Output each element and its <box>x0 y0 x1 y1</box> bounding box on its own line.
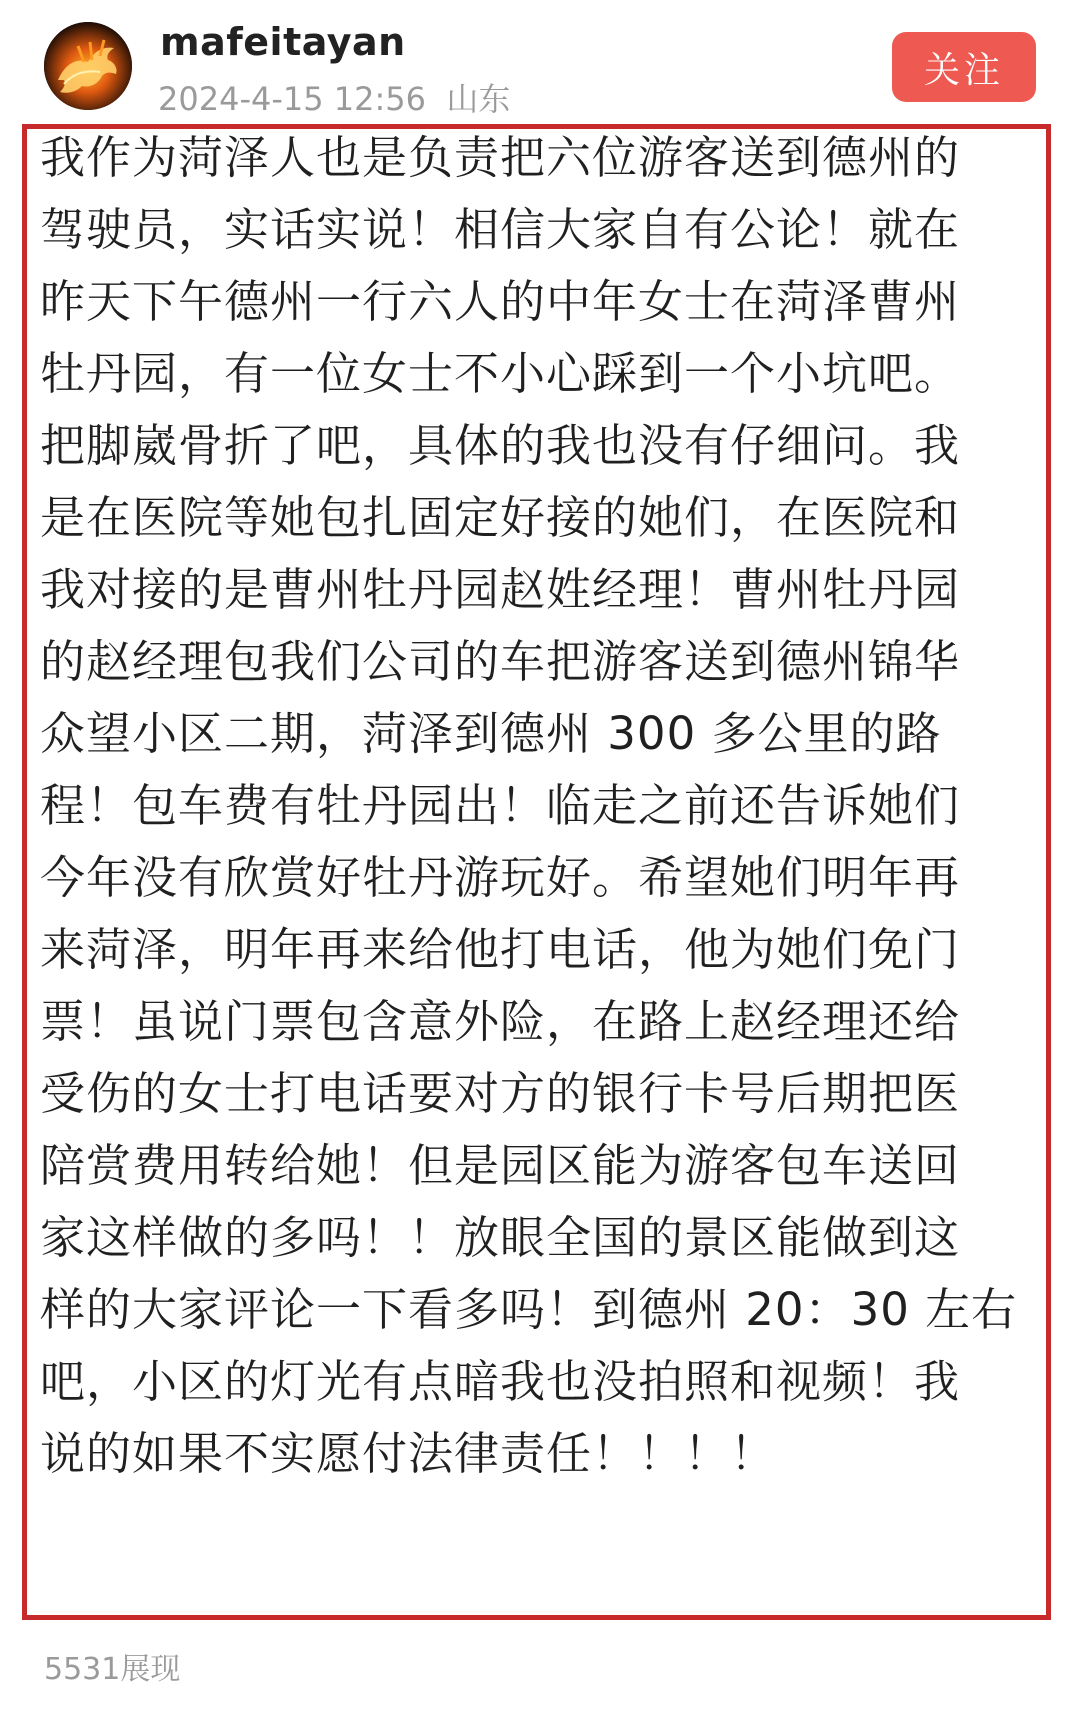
post-line: 众望小区二期，菏泽到德州 300 多公里的路 <box>40 707 942 760</box>
post-line: 吧，小区的灯光有点暗我也没拍照和视频！我 <box>40 1355 961 1408</box>
view-count: 5531展现 <box>44 1652 181 1687</box>
follow-button[interactable]: 关注 <box>892 32 1036 102</box>
avatar[interactable] <box>44 22 132 110</box>
post-line: 我对接的是曹州牡丹园赵姓经理！曹州牡丹园 <box>40 563 961 616</box>
post-line: 程！包车费有牡丹园出！临走之前还告诉她们 <box>40 779 961 832</box>
post-line: 受伤的女士打电话要对方的银行卡号后期把医 <box>40 1067 961 1120</box>
post-line: 票！虽说门票包含意外险，在路上赵经理还给 <box>40 995 961 1048</box>
post-line: 是在医院等她包扎固定好接的她们，在医院和 <box>40 491 961 544</box>
post-line: 样的大家评论一下看多吗！到德州 20：30 左右 <box>40 1283 1018 1336</box>
post-line: 昨天下午德州一行六人的中年女士在菏泽曹州 <box>40 275 961 328</box>
post-line: 把脚崴骨折了吧，具体的我也没有仔细问。我 <box>40 419 961 472</box>
post-meta: 2024-4-15 12:56 山东 <box>158 80 511 118</box>
author-name[interactable]: mafeitayan <box>160 20 406 64</box>
post-line: 的赵经理包我们公司的车把游客送到德州锦华 <box>40 635 961 688</box>
post-line: 今年没有欣赏好牡丹游玩好。希望她们明年再 <box>40 851 961 904</box>
post-line: 来菏泽，明年再来给他打电话，他为她们免门 <box>40 923 961 976</box>
horse-avatar-icon <box>44 22 132 110</box>
post-line: 驾驶员，实话实说！相信大家自有公论！就在 <box>40 203 961 256</box>
post-line: 陪赏费用转给她！但是园区能为游客包车送回 <box>40 1139 961 1192</box>
post-line: 说的如果不实愿付法律责任！！！！ <box>40 1427 777 1480</box>
post-line: 家这样做的多吗！！放眼全国的景区能做到这 <box>40 1211 961 1264</box>
post-line: 牡丹园，有一位女士不小心踩到一个小坑吧。 <box>40 347 961 400</box>
post-line: 我作为菏泽人也是负责把六位游客送到德州的 <box>40 131 961 184</box>
